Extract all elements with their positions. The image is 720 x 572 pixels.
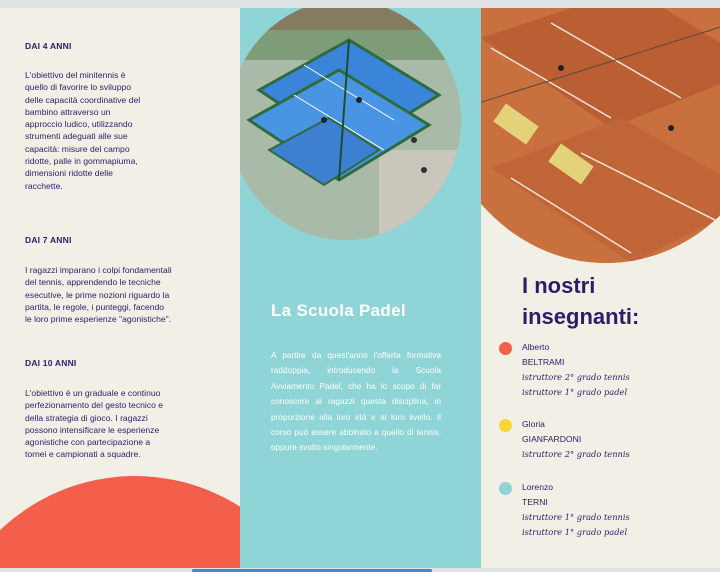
section-text-7-anni: I ragazzi imparano i colpi fondamentali del tennis, apprendendo le tecniche esecutive, le prime nozioni riguardo la partita, le regole, i punteggi, facendo le loro prime esperienze "agonistiche". [25, 265, 172, 325]
teacher-beltrami [522, 340, 712, 400]
teacher-role: istruttore 1° grado padel [522, 527, 628, 537]
padel-school-title: La Scuola Padel [271, 301, 406, 320]
teacher-last-name: TERNI [522, 497, 548, 507]
teacher-role: istruttore 1° grado tennis [522, 512, 630, 522]
teacher-role: istruttore 2° grado tennis [522, 372, 630, 382]
teacher-last-name: BELTRAMI [522, 357, 565, 367]
decorative-coral-circle [0, 476, 240, 568]
teacher-first-name: Gloria [522, 419, 545, 429]
teacher-role: istruttore 2° grado tennis [522, 449, 630, 459]
section-title-10-anni: DAI 10 ANNI [25, 358, 77, 368]
section-text-10-anni: L'obiettivo è un graduale e continuo perfezionamento del gesto tecnico e della strategia di gioco. I ragazzi possono intensificare le esperienze agonistiche con partecipazione a tornei e campionati a squadre. [25, 388, 164, 460]
left-panel [0, 8, 240, 568]
clay-court-illustration [481, 8, 720, 263]
section-title-7-anni: DAI 7 ANNI [25, 235, 72, 245]
coral-dot-icon [499, 342, 512, 355]
padel-school-text: A partire da quest'anno l'offerta formativa raddoppia, introducendo la Scuola Avviamento Padel, che ha lo scopo di far conoscere ai ragazzi questa disciplina, in proporzione alla loro età e al loro livello. Il corso può essere abbinato a quello di tennis, oppure svolto singolarmente. [271, 350, 441, 453]
yellow-dot-icon [499, 419, 512, 432]
middle-panel [240, 8, 481, 568]
teacher-gianfardoni [522, 417, 712, 462]
section-text-4-anni: L'obiettivo del minitennis è quello di favorire lo sviluppo delle capacità coordinative del bambino attraverso un approccio ludico, utilizzando strumenti adeguati alle sue capacità: misure del campo ridotte, palle in gommapiuma, dimensioni ridotte delle racchette. [25, 70, 141, 191]
teacher-first-name: Alberto [522, 342, 550, 352]
right-panel [481, 8, 720, 568]
teacher-terni [522, 480, 712, 540]
teal-dot-icon [499, 482, 512, 495]
padel-court-illustration [240, 8, 461, 240]
padel-court-photo [240, 8, 461, 240]
teacher-last-name: GIANFARDONI [522, 434, 582, 444]
teachers-title: I nostri insegnanti: [522, 273, 640, 329]
section-title-4-anni: DAI 4 ANNI [25, 41, 72, 51]
teacher-role: istruttore 1° grado padel [522, 387, 628, 397]
clay-court-photo [481, 8, 720, 263]
teacher-first-name: Lorenzo [522, 482, 554, 492]
